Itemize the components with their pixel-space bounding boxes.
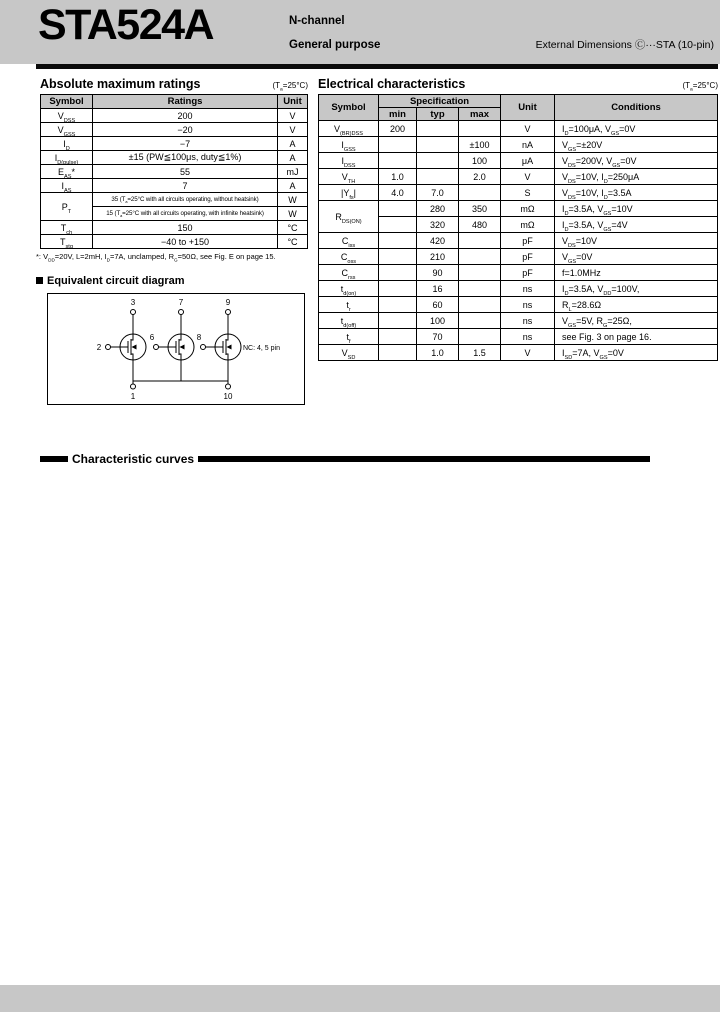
conditions-cell: $I_D=3.5A$, $V_{DD}=100V$,: [555, 281, 718, 297]
unit-cell: S: [501, 185, 555, 201]
typ-cell: 7.0: [417, 185, 459, 201]
max-cell: 2.0: [459, 169, 501, 185]
min-cell: [379, 313, 417, 329]
max-cell: [459, 297, 501, 313]
min-cell: 1.0: [379, 169, 417, 185]
min-cell: [379, 233, 417, 249]
symbol-cell: $V_{(BR)DSS}$: [319, 121, 379, 137]
max-cell: [459, 249, 501, 265]
unit-cell: ns: [501, 313, 555, 329]
rating-cell: 150: [93, 221, 278, 235]
external-dimensions-note: External Dimensions Ⓒ···STA (10-pin): [535, 39, 714, 51]
unit-cell: °C: [278, 221, 308, 235]
symbol-cell: $|Y_{fs}|$: [319, 185, 379, 201]
symbol-cell: $V_{GSS}$: [41, 123, 93, 137]
typ-cell: 280: [417, 201, 459, 217]
column-header-unit: Unit: [501, 95, 555, 121]
conditions-cell: $V_{DS}=10V$, $I_D=3.5A$: [555, 185, 718, 201]
channel-type: N-channel: [289, 15, 345, 27]
mosfet-symbol: [154, 309, 195, 381]
max-cell: [459, 329, 501, 345]
unit-cell: mΩ: [501, 217, 555, 233]
table-row: [319, 153, 718, 169]
table-header-row: [41, 95, 308, 109]
unit-cell: A: [278, 179, 308, 193]
conditions-cell: see Fig. 3 on page 16.: [555, 329, 718, 345]
pin-label-10: 10: [223, 391, 233, 401]
symbol-cell: $t_f$: [319, 329, 379, 345]
conditions-cell: f=1.0MHz: [555, 265, 718, 281]
table-row: [319, 313, 718, 329]
unit-cell: nA: [501, 137, 555, 153]
conditions-cell: $I_{SD}=7A$, $V_{GS}=0V$: [555, 345, 718, 361]
symbol-cell: $C_{rss}$: [319, 265, 379, 281]
section-bullet-icon: [36, 277, 43, 284]
characteristic-curves-heading: [40, 452, 650, 466]
header-rule: [36, 64, 718, 69]
min-cell: [379, 153, 417, 169]
min-cell: [379, 329, 417, 345]
table-row: [41, 123, 308, 137]
unit-cell: V: [501, 169, 555, 185]
unit-cell: W: [278, 207, 308, 221]
max-cell: [459, 265, 501, 281]
symbol-cell: $t_{d(off)}$: [319, 313, 379, 329]
typ-cell: 420: [417, 233, 459, 249]
heading-bar-right: [198, 456, 650, 462]
abs-max-title: Absolute maximum ratings: [40, 77, 201, 91]
right-column: [318, 76, 718, 361]
heading-bar-left: [40, 456, 68, 462]
table-row: [319, 281, 718, 297]
max-cell: ±100: [459, 137, 501, 153]
pin-label-9: 9: [225, 297, 231, 307]
pin-label-7: 7: [178, 297, 184, 307]
max-cell: 100: [459, 153, 501, 169]
table-row: [41, 137, 308, 151]
conditions-cell: $V_{DS}=10V$, $I_D=250\mu A$: [555, 169, 718, 185]
conditions-cell: $V_{DS}=10V$: [555, 233, 718, 249]
elec-char-table: [318, 94, 718, 361]
min-cell: 4.0: [379, 185, 417, 201]
table-row: [41, 109, 308, 123]
table-row: [41, 193, 308, 207]
conditions-cell: $I_D=3.5A$, $V_{GS}=4V$: [555, 217, 718, 233]
rating-cell: −40 to +150: [93, 235, 278, 249]
equiv-circuit-heading: [36, 275, 308, 287]
unit-cell: mJ: [278, 165, 308, 179]
min-cell: [379, 345, 417, 361]
equivalent-circuit-diagram: [47, 293, 305, 405]
typ-cell: 70: [417, 329, 459, 345]
symbol-cell: $I_{DSS}$: [319, 153, 379, 169]
footer-bar: [0, 985, 720, 1012]
typ-cell: [417, 169, 459, 185]
symbol-cell: $T_{ch}$: [41, 221, 93, 235]
symbol-cell: $t_{d(on)}$: [319, 281, 379, 297]
rating-cell: 7: [93, 179, 278, 193]
column-header-specification: Specification: [379, 95, 501, 108]
typ-cell: 90: [417, 265, 459, 281]
conditions-cell: $V_{GS}=5V$, $R_G=25\Omega$,: [555, 313, 718, 329]
unit-cell: °C: [278, 235, 308, 249]
typ-cell: 100: [417, 313, 459, 329]
unit-cell: mΩ: [501, 201, 555, 217]
symbol-cell: $I_{GSS}$: [319, 137, 379, 153]
unit-cell: pF: [501, 249, 555, 265]
column-header: Ratings: [93, 95, 278, 109]
part-number: STA524A: [38, 1, 214, 49]
unit-cell: W: [278, 193, 308, 207]
table-row: [319, 169, 718, 185]
column-header-symbol: Symbol: [319, 95, 379, 121]
column-header: Unit: [278, 95, 308, 109]
min-cell: [379, 297, 417, 313]
max-cell: [459, 121, 501, 137]
table-row: [41, 179, 308, 193]
symbol-cell: $V_{TH}$: [319, 169, 379, 185]
symbol-cell: $C_{oss}$: [319, 249, 379, 265]
typ-cell: [417, 137, 459, 153]
max-cell: 350: [459, 201, 501, 217]
unit-cell: V: [501, 345, 555, 361]
symbol-cell: $E_{AS}*$: [41, 165, 93, 179]
rating-cell: 200: [93, 109, 278, 123]
column-header-max: max: [459, 108, 501, 121]
column-header-min: min: [379, 108, 417, 121]
typ-cell: 210: [417, 249, 459, 265]
elec-char-temp-note: $(T_a=25^\circ C)$: [682, 81, 718, 93]
rating-cell: 55: [93, 165, 278, 179]
table-row: [319, 329, 718, 345]
conditions-cell: $R_L=28.6\Omega$: [555, 297, 718, 313]
max-cell: [459, 313, 501, 329]
conditions-cell: $V_{DS}=200V$, $V_{GS}=0V$: [555, 153, 718, 169]
symbol-cell: $I_D$: [41, 137, 93, 151]
unit-cell: ns: [501, 281, 555, 297]
unit-cell: V: [278, 123, 308, 137]
purpose: General purpose: [289, 39, 381, 51]
nc-note: NC: 4, 5 pin: [243, 344, 280, 352]
unit-cell: pF: [501, 265, 555, 281]
unit-cell: ns: [501, 329, 555, 345]
characteristic-curves-title: Characteristic curves: [72, 452, 195, 466]
typ-cell: 1.0: [417, 345, 459, 361]
symbol-cell: $T_{stg}$: [41, 235, 93, 249]
min-cell: [379, 217, 417, 233]
table-row: [319, 185, 718, 201]
unit-cell: A: [278, 137, 308, 151]
unit-cell: A: [278, 151, 308, 165]
table-row: [41, 165, 308, 179]
table-row: [319, 137, 718, 153]
min-cell: [379, 281, 417, 297]
equiv-circuit-title: Equivalent circuit diagram: [47, 274, 185, 287]
abs-max-heading: [40, 76, 308, 91]
table-row: [319, 345, 718, 361]
elec-char-heading: [318, 76, 718, 91]
unit-cell: V: [278, 109, 308, 123]
rating-cell: 15 ($T_a=25^\circ C$ with all circuits operating, with infinite heatsink): [93, 207, 278, 221]
column-header: Symbol: [41, 95, 93, 109]
pin-label-2: 2: [96, 342, 102, 352]
table-row: [41, 151, 308, 165]
table-row: [319, 217, 718, 233]
conditions-cell: $I_D=100\mu A$, $V_{GS}=0V$: [555, 121, 718, 137]
symbol-cell: $R_{DS(ON)}$: [319, 201, 379, 233]
unit-cell: ns: [501, 297, 555, 313]
table-row: [319, 121, 718, 137]
symbol-cell: $C_{iss}$: [319, 233, 379, 249]
max-cell: [459, 233, 501, 249]
circuit-wires: [106, 309, 242, 389]
typ-cell: 320: [417, 217, 459, 233]
equivalent-circuit-svg: [47, 293, 305, 405]
pin-label-8: 8: [196, 332, 202, 342]
min-cell: 200: [379, 121, 417, 137]
mosfet-symbol: [201, 309, 242, 381]
abs-max-temp-note: $(T_a=25^\circ C)$: [272, 81, 308, 93]
symbol-cell: $V_{DSS}$: [41, 109, 93, 123]
max-cell: 480: [459, 217, 501, 233]
typ-cell: [417, 121, 459, 137]
symbol-cell: $I_{D(pulse)}$: [41, 151, 93, 165]
max-cell: [459, 281, 501, 297]
column-header-typ: typ: [417, 108, 459, 121]
elec-char-title: Electrical characteristics: [318, 77, 466, 91]
conditions-cell: $I_D=3.5A$, $V_{GS}=10V$: [555, 201, 718, 217]
pin-labels: [97, 298, 280, 401]
pin-label-1: 1: [130, 391, 136, 401]
min-cell: [379, 201, 417, 217]
table-row: [319, 233, 718, 249]
typ-cell: [417, 153, 459, 169]
symbol-cell: $t_r$: [319, 297, 379, 313]
pin-label-3: 3: [130, 297, 136, 307]
column-header-conditions: Conditions: [555, 95, 718, 121]
max-cell: 1.5: [459, 345, 501, 361]
table-header-row: [319, 95, 718, 108]
unit-cell: V: [501, 121, 555, 137]
left-column: [36, 76, 308, 405]
rating-cell: ±15 (PW≦100μs, duty≦1%): [93, 151, 278, 165]
symbol-cell: $I_{AS}$: [41, 179, 93, 193]
unit-cell: pF: [501, 233, 555, 249]
mosfet-symbol: [106, 309, 147, 381]
header-bar: [0, 0, 720, 64]
table-row: [319, 201, 718, 217]
min-cell: [379, 249, 417, 265]
device-subtitles: [289, 9, 380, 57]
abs-max-footnote: *: $V_{DD}=20V$, L=2mH, $I_D=7A$, unclamped, $R_G=50\Omega$, see Fig. E on page 15.: [36, 252, 276, 263]
table-row: [41, 221, 308, 235]
pin-label-6: 6: [149, 332, 155, 342]
abs-max-table: [40, 94, 308, 249]
max-cell: [459, 185, 501, 201]
table-row: [319, 265, 718, 281]
conditions-cell: $V_{GS}=0V$: [555, 249, 718, 265]
table-row: [41, 235, 308, 249]
rating-cell: −20: [93, 123, 278, 137]
min-cell: [379, 265, 417, 281]
min-cell: [379, 137, 417, 153]
table-row: [319, 297, 718, 313]
typ-cell: 60: [417, 297, 459, 313]
rating-cell: 35 ($T_a=25^\circ C$ with all circuits operating, without heatsink): [93, 193, 278, 207]
unit-cell: μA: [501, 153, 555, 169]
symbol-cell: $P_T$: [41, 193, 93, 221]
typ-cell: 16: [417, 281, 459, 297]
conditions-cell: $V_{GS}=\pm 20V$: [555, 137, 718, 153]
symbol-cell: $V_{SD}$: [319, 345, 379, 361]
rating-cell: −7: [93, 137, 278, 151]
table-row: [319, 249, 718, 265]
